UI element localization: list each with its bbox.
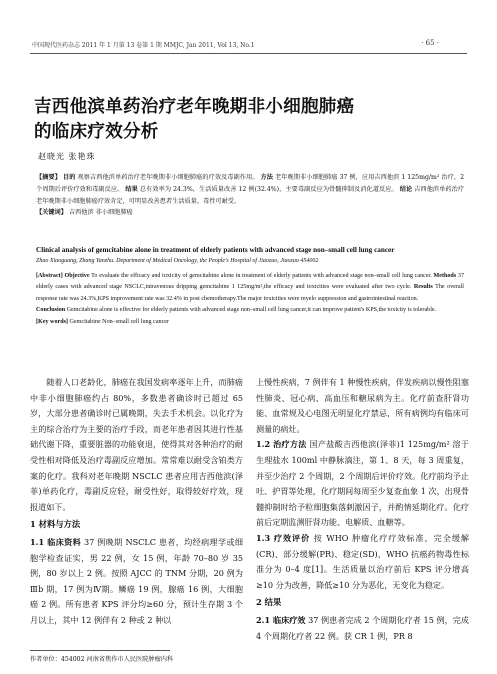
en-objective-text: To evaluate the efficacy and toxicity of gemcitabine alone in treatment of elderly patients with advanced stage non–small cell lung cancer. [91,273,432,279]
en-results-text: The overall response rate was 24.3%,KPS improvement rate was 32.4% in post chemotherapy.The major toxicities were myelo suppression and gastrointestinal reaction. [36,284,464,302]
en-keywords-text: Gemcitabine Non–small cell lung cancer [69,318,170,325]
header-rule [30,53,467,54]
section-1-2-title: 1.2 治疗方法 [256,439,307,450]
section-1-2-text: 国产盐酸吉西他滨(泽菲)1 125mg/m² 溶于生理盐水 100ml 中静脉滴注，第 1、8 天，每 3 周重复，并至少治疗 2 个周期，2 个周期后评价疗效。化疗前均予止吐、护胃等处理，化疗期间每周至少复查血象 1 次，出现骨髓抑制时给予粒细胞集落刺激因子，并酌情延期化疗。化疗前后定期监测肝肾功能、电解质、血糖等。 [256,439,470,528]
method-text: 老年晚期非小细胞肺癌 37 例，应用吉西他滨 1 125mg/m² 治疗，2 个周期后评价疗效和毒副反应。 [36,174,465,193]
body-right-column [256,375,469,644]
conclusion-label: 结论 [399,185,413,193]
abstract-label: 【摘要】 [36,174,61,181]
keywords-text: 吉西他滨 非小细胞肺癌 [68,209,133,217]
chinese-abstract [36,172,464,219]
english-keywords-paragraph [36,317,464,328]
author-affiliation-footnote: 作者单位：454002 河南省焦作市人民医院肿瘤内科 [30,656,174,663]
keywords-label: 【关键词】 [36,209,67,217]
result-label: 结果 [125,185,138,193]
section-2-1-paragraph [256,613,469,644]
en-conclusion-label: Conclusion [36,307,66,314]
running-header: 中国现代医药杂志 2011 年 1 月第 13 卷第 1 期 MMJC, Jan 2011, Vol 13, No.1 [32,42,255,49]
keywords-paragraph [36,207,464,219]
authors: 赵晓光 张艳珠 [38,152,96,161]
en-objective-label: Objective [64,273,90,279]
conclusion-text: 吉西他滨单药治疗老年晚期非小细胞肺癌疗效肯定，可明显改善患者生活质量，毒性可耐受。 [36,185,465,205]
english-affiliation: Zhao Xiaoguang, Zhang Yanzhu. Department of Medical Oncology, the People's Hospital of Jiaozuo, Jiaozuo 454002 [36,258,319,264]
article-title-line-2: 的临床疗效分析 [34,122,159,142]
section-2-1-text: 37 例患者完成 2 个周期化疗者 15 例，完成 4 个周期化疗者 22 例。获 CR 1 例，PR 8 [256,614,469,641]
page-number: · 65 · [421,39,439,47]
objective-label: 目的 [63,174,76,181]
section-2-heading: 2 结果 [256,597,282,608]
section-1-2-paragraph [256,437,469,531]
continued-paragraph: 上慢性疾病，7 例伴有 1 种慢性疾病，伴发疾病以慢性阻塞性肺炎、冠心病、高血压和糖尿病为主。化疗前查肝肾功能、血常规及心电图无明显化疗禁忌，所有病例均有临床可测量的病灶。 [256,377,469,434]
body-left-column [30,375,243,629]
section-1-3-paragraph [256,531,469,593]
en-keywords-label: [Key words] [36,318,68,325]
english-abstract [36,271,464,328]
section-1-3-text: 按 WHO 肿瘤化疗疗效标准，完全缓解(CR)、部分缓解(PR)、稳定(SD)，WHO 抗癌药物毒性标准分为 0–4 度[1]。生活质量以治疗前后 KPS 评分增高≥10 分为改善，降低≥10 分为恶化，无变化为稳定。 [256,532,469,590]
section-2-1-title: 2.1 临床疗效 [256,614,306,625]
footnote-rule [30,650,170,651]
english-abstract-paragraph [36,271,464,305]
method-label: 方法 [260,174,274,181]
en-results-label: Results [413,284,433,291]
intro-paragraph: 随着人口老龄化，肺癌在我国发病率逐年上升，而肺癌中非小细胞肺癌约占 80%，多数患者确诊时已超过 65 岁，大部分患者确诊时已属晚期，失去手术机会。以化疗为主的综合治疗为主要的治疗手段，而老年患者因其进行性基础代谢下降，重要脏器的功能衰退，使得其对各种治疗的耐受性相对降低及治疗毒副反应增加。常常难以耐受含铂类方案的化疗。我科对老年晚期 NSCLC 患者应用吉西他滨(泽菲)单药化疗，毒副反应轻，耐受性好，取得较好疗效，现报道如下。 [30,377,243,512]
objective-text: 观察吉西他滨单药治疗老年晚期非小细胞肺癌的疗效及毒副作用。 [77,174,259,181]
section-1-1-text: 37 例晚期 NSCLC 患者，均经病理学或细胞学检查证实，男 22 例，女 15 例，年龄 70–80 岁 35 例，80 岁以上 2 例。按照 AJCC 的 TNM 分期，20 例为Ⅲb 期，17 例为Ⅳ期。鳞癌 19 例，腺癌 16 例，大细胞癌 2 例。所有患者 KPS 评分均≥60 分，预计生存期 3 个月以上，其中 12 例伴有 2 种或 2 种以 [30,536,244,625]
en-methods-label: Methods [433,273,457,279]
result-text: 总有效率为 24.3%，生活质量改善 12 例(32.4%)，主要毒副反应为骨髓抑制及消化道反应。 [139,185,398,193]
abstract-paragraph [36,172,464,207]
section-1-1-title: 1.1 临床资料 [30,536,82,547]
section-1-3-title: 1.3 疗效评价 [256,532,311,543]
article-title-line-1: 吉西他滨单药治疗老年晚期非小细胞肺癌 [34,97,355,117]
english-title: Clinical analysis of gemcitabine alone in treatment of elderly patients with advanced stage non–small cell lung cancer [36,246,395,254]
en-abstract-label: [Abstract] [36,273,63,279]
english-conclusion-paragraph [36,305,464,316]
en-methods-text: 37 elderly cases with advanced stage NSCLC,intravenous dripping gemcitabine 1 125mg/m²,the efficacy and toxicities were evaluated after two cycle. [36,273,464,291]
section-1-heading: 1 材料与方法 [30,519,81,530]
section-1-1-paragraph [30,535,243,629]
en-conclusion-text: Gemcitabine alone is effective for elderly patients with advanced stage non–small cell lung cancer,it can improve patient's KPS,the toxicity is tolerable. [66,307,437,314]
